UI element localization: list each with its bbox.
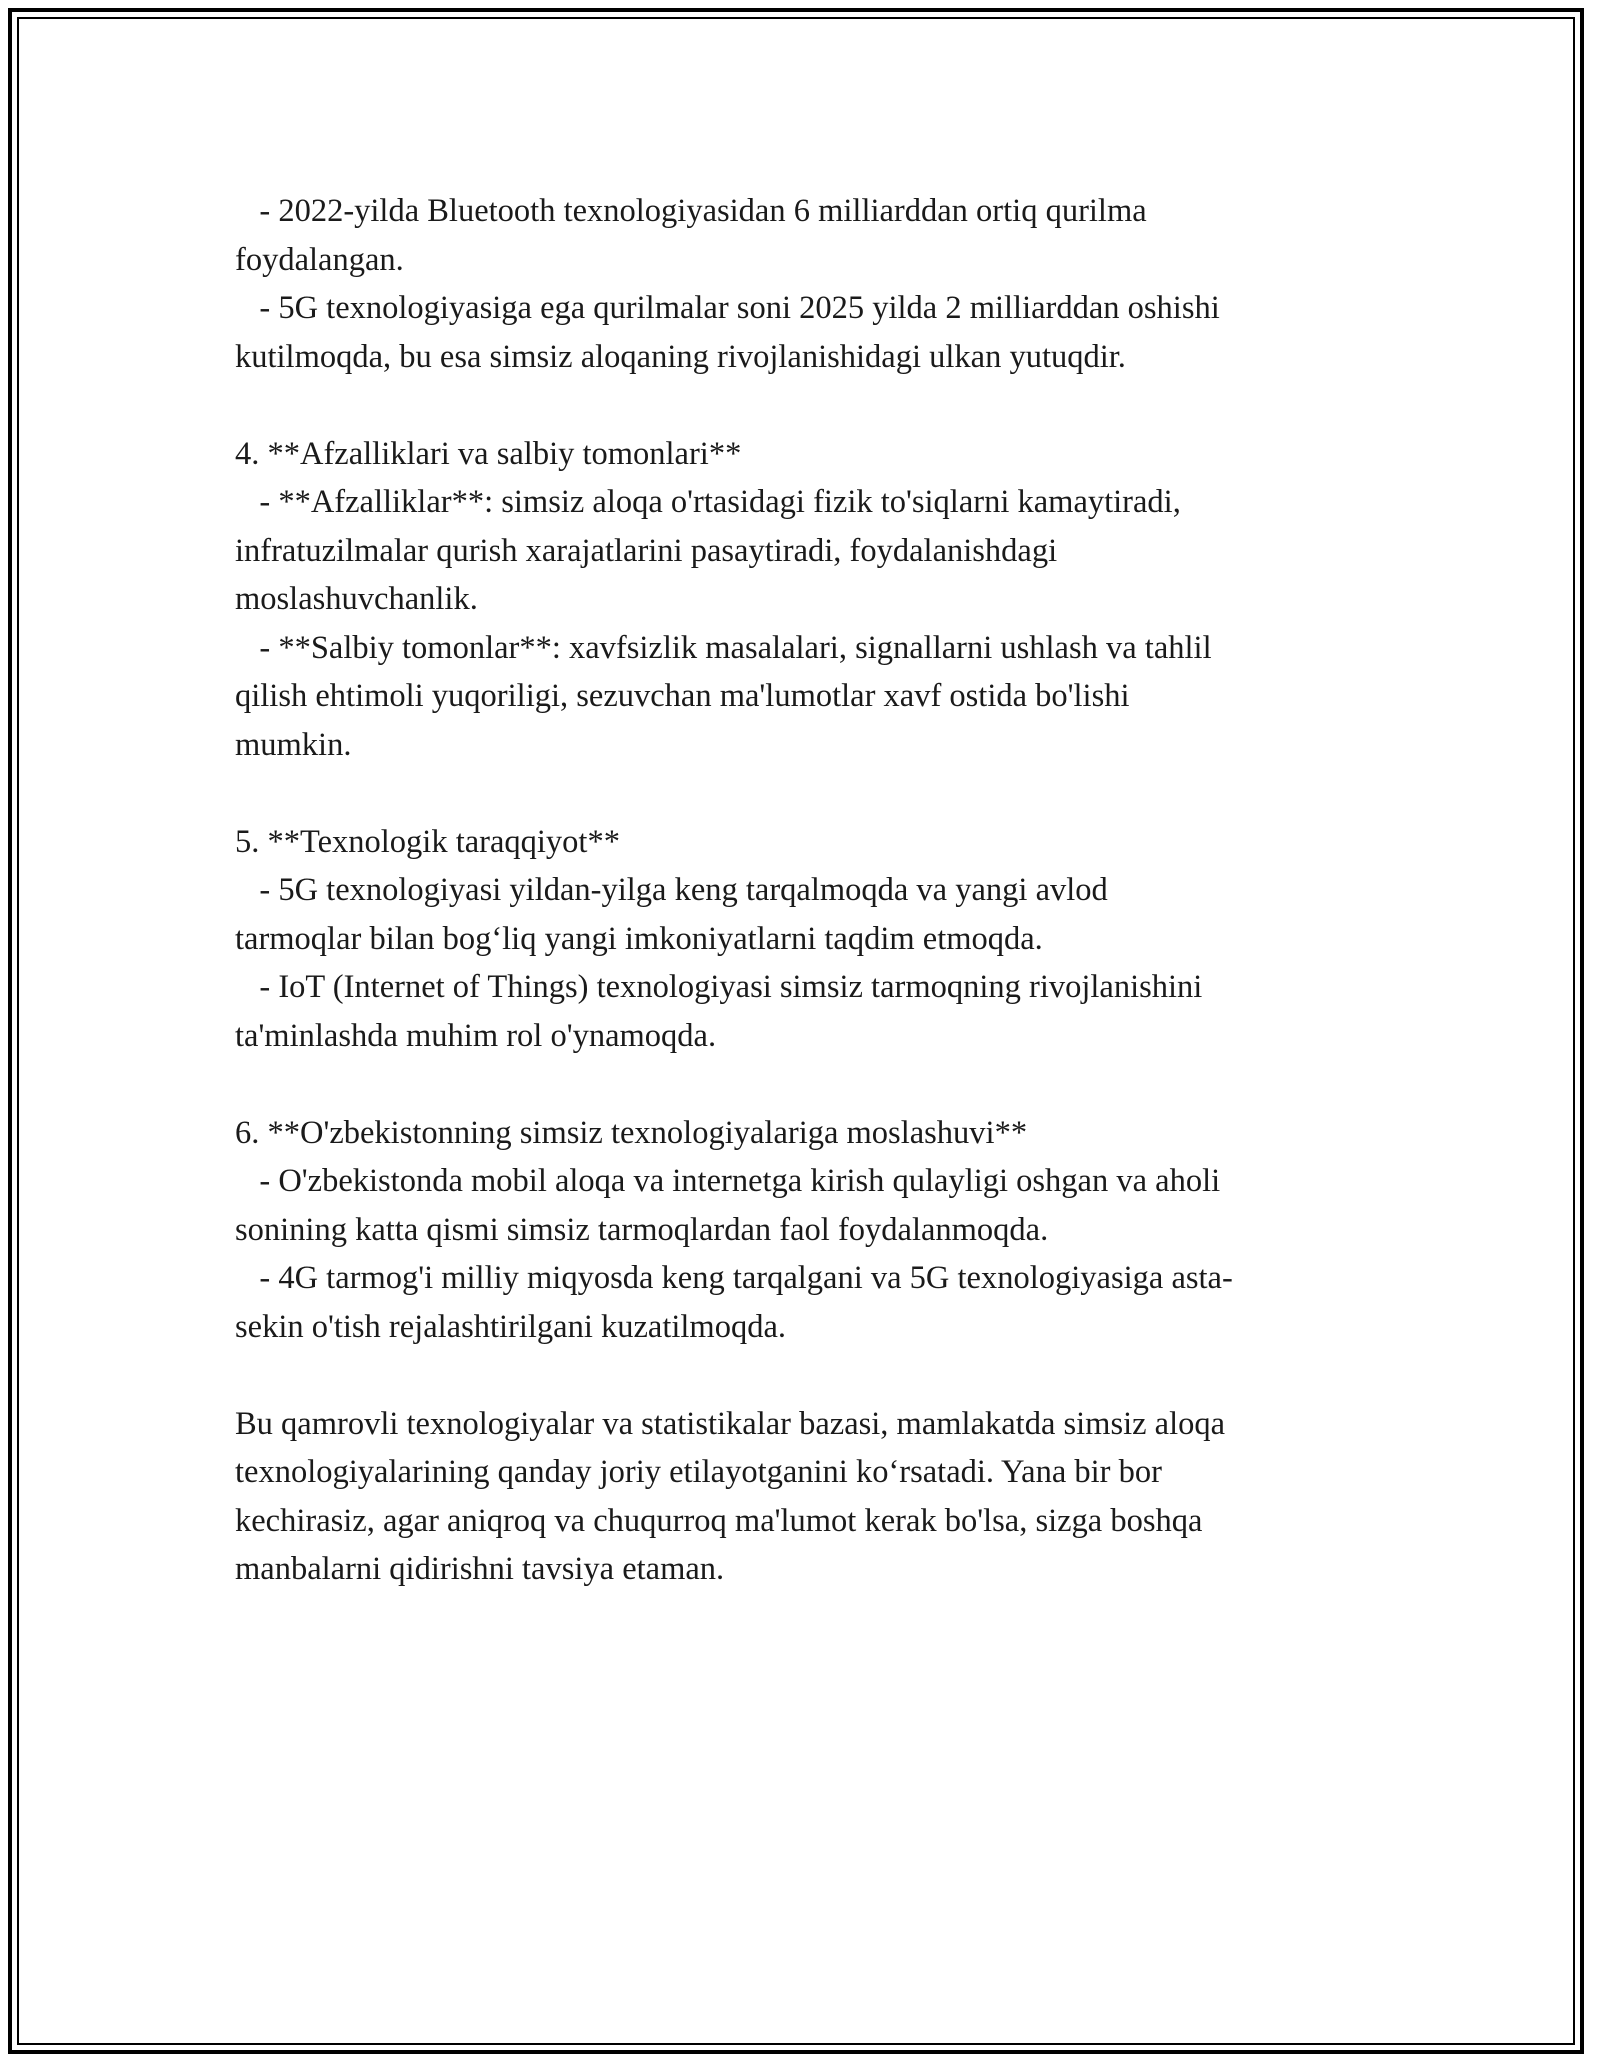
text-line: sonining katta qismi simsiz tarmoqlardan faol foydalanmoqda. — [235, 1211, 1049, 1248]
text-line: tarmoqlar bilan bog‘liq yangi imkoniyatlarni taqdim etmoqda. — [235, 920, 1043, 957]
closing-paragraph-line: texnologiyalarining qanday joriy etilayotganini ko‘rsatadi. Yana bir bor — [235, 1454, 1162, 1490]
section-heading: 4. **Afzalliklari va salbiy tomonlari** — [235, 435, 742, 472]
paragraph-gap — [235, 381, 1375, 430]
text-line: - IoT (Internet of Things) texnologiyasi simsiz tarmoqning rivojlanishini — [235, 969, 1203, 1005]
text-line: - 2022-yilda Bluetooth texnologiyasidan 6 milliarddan ortiq qurilma — [235, 193, 1147, 229]
text-line: infratuzilmalar qurish xarajatlarini pasaytiradi, foydalanishdagi — [235, 532, 1058, 569]
section-heading: 6. **O'zbekistonning simsiz texnologiyalariga moslashuvi** — [235, 1114, 1028, 1151]
document-body — [235, 187, 1375, 1594]
closing-paragraph-line: Bu qamrovli texnologiyalar va statistikalar bazasi, mamlakatda simsiz aloqa — [235, 1405, 1226, 1442]
text-line: ta'minlashda muhim rol o'ynamoqda. — [235, 1017, 717, 1054]
paragraph-gap — [235, 769, 1375, 818]
closing-paragraph-line: kechirasiz, agar aniqroq va chuqurroq ma'lumot kerak bo'lsa, sizga boshqa — [235, 1502, 1203, 1539]
text-line: - **Salbiy tomonlar**: xavfsizlik masalalari, signallarni ushlash va tahlil — [235, 629, 1212, 666]
paragraph-gap — [235, 1351, 1375, 1400]
closing-paragraph-line: manbalarni qidirishni tavsiya etaman. — [235, 1551, 725, 1587]
text-line: - 4G tarmog'i milliy miqyosda keng tarqalgani va 5G texnologiyasiga asta- — [235, 1260, 1233, 1296]
section-heading: 5. **Texnologik taraqqiyot** — [235, 823, 620, 860]
text-line: foydalangan. — [235, 241, 404, 278]
text-line: mumkin. — [235, 726, 352, 763]
text-line: - **Afzalliklar**: simsiz aloqa o'rtasidagi fizik to'siqlarni kamaytiradi, — [235, 484, 1181, 520]
text-line: - O'zbekistonda mobil aloqa va internetga kirish qulayligi oshgan va aholi — [235, 1163, 1221, 1199]
text-line: sekin o'tish rejalashtirilgani kuzatilmoqda. — [235, 1308, 787, 1345]
text-line: qilish ehtimoli yuqoriligi, sezuvchan ma'lumotlar xavf ostida bo'lishi — [235, 678, 1130, 714]
text-line: - 5G texnologiyasiga ega qurilmalar soni 2025 yilda 2 milliarddan oshishi — [235, 290, 1220, 326]
text-line: - 5G texnologiyasi yildan-yilga keng tarqalmoqda va yangi avlod — [235, 872, 1108, 908]
text-line: kutilmoqda, bu esa simsiz aloqaning rivojlanishidagi ulkan yutuqdir. — [235, 338, 1126, 375]
paragraph-gap — [235, 1060, 1375, 1109]
text-line: moslashuvchanlik. — [235, 581, 478, 617]
